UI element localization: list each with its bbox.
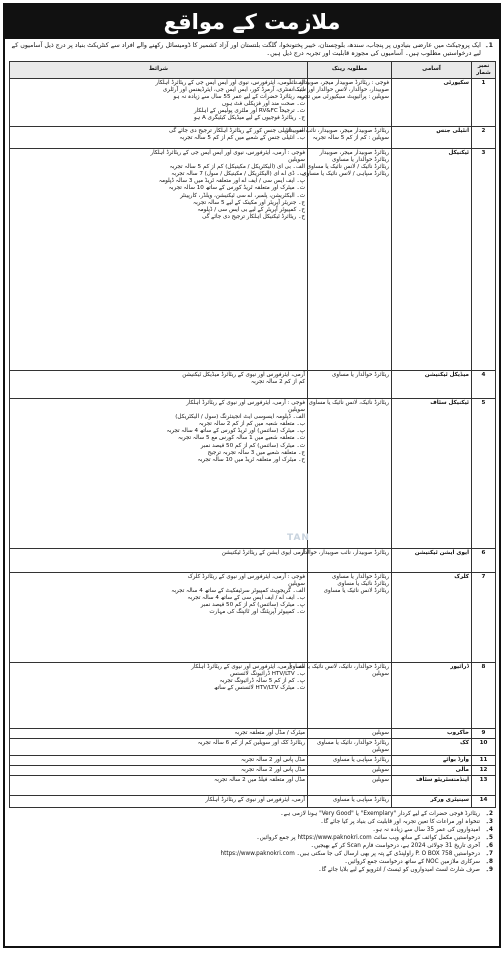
note-item: [11, 835, 493, 843]
grade-cell: [308, 796, 392, 808]
grade-line: ریٹائرڈ حوالدار یا مساوی: [332, 574, 389, 580]
grade-cell: [308, 766, 392, 776]
condition-line: فوجی : آرمی، ایئرفورس، نیوی اور ایس ایس جی کے ریٹائرڈ اہلکار: [150, 150, 305, 156]
conditions-cell: [10, 79, 308, 127]
post-cell: مالی: [392, 766, 472, 776]
notes-section: [5, 808, 499, 874]
post-cell: اینڈمنسٹریٹو سٹاف: [392, 776, 472, 796]
condition-line: فوجی : آرمی، ایئرفورس اور نیوی کے ریٹائرڈ اہلکار: [186, 400, 305, 406]
grade-cell: [308, 371, 392, 399]
grade-line: ریٹائرڈ نائیک، لانس نائیک یا مساوی: [308, 400, 389, 406]
condition-line: ح۔ کمپیوٹر آپریٹر کے لیے بی ایس سی / ڈپلومہ: [197, 206, 305, 213]
note-text: سرکاری ملازمین NOC کے ساتھ درخواست جمع کروائیں۔: [344, 858, 480, 865]
condition-line: آرمی، ایئرفورس اور نیوی کے ریٹائرڈ میڈیکل ٹیکنیشن: [182, 372, 305, 378]
grade-line: سویلین: [372, 777, 389, 784]
condition-line: ت۔ صحت مند اور فزیکلی فٹ ہوں: [221, 101, 305, 108]
condition-line: ب۔ ایف اے / ایف ایس سی کے ساتھ 4 سالہ تجربہ: [187, 595, 305, 602]
conditions-cell: [10, 371, 308, 399]
watermark: TAN: [287, 533, 310, 543]
table-row: [10, 399, 496, 549]
condition-line: ج۔ جنریٹر آپریٹر اور مکینک کے لیے 5 سالہ تجربہ: [192, 199, 305, 206]
post-cell: سکیورٹی: [392, 79, 472, 127]
table-header-row: [10, 61, 496, 78]
grade-line: ریٹائرڈ صوبیدار میجر، صوبیدار، نائب صوبیدار: [285, 128, 389, 134]
grade-cell: [308, 756, 392, 766]
post-cell: وارڈ بوائے: [392, 756, 472, 766]
note-number: 3۔: [485, 819, 493, 826]
grade-line: ریٹائرڈ لانس نائیک یا مساوی: [323, 588, 389, 595]
note-number: 9۔: [485, 866, 493, 873]
note-item: [11, 867, 493, 875]
grade-cell: [308, 399, 392, 549]
condition-line: ث۔ ترجیحاً RV&FC اور ملٹری پولیس کے اہلکار: [193, 108, 305, 115]
header-serial: نمبر شمار: [472, 61, 496, 78]
grade-line: ریٹائرڈ حوالدار یا مساوی: [332, 157, 389, 164]
note-number: 8۔: [485, 858, 493, 865]
table-row: [10, 729, 496, 739]
grade-cell: [308, 776, 392, 796]
jobs-table-body: [10, 79, 496, 808]
condition-line: الف۔ آرمی، ایئرفورس اور نیوی کے ریٹائرڈ اہلکار: [191, 664, 305, 670]
note-text: تنخواہ اور مراعات کا تعین تجربہ اور قابلیت کی بنیاد پر کیا جائے گا۔: [320, 819, 480, 826]
condition-line: مڈل پاس اور 2 سالہ تجربہ: [241, 757, 305, 764]
serial-cell: 10: [472, 739, 496, 756]
serial-cell: 5: [472, 399, 496, 549]
condition-line: الف۔ بی ای (الیکٹریکل / مکینیکل) کم از کم 5 سالہ تجربہ: [169, 164, 305, 171]
grade-line: سویلین: [372, 730, 389, 736]
conditions-cell: [10, 573, 308, 663]
note-number: 7۔: [485, 851, 493, 857]
grade-line: فوجی : ریٹائرڈ صوبیدار میجر، صوبیدار، نائب: [286, 80, 389, 86]
table-row: [10, 127, 496, 149]
condition-line: ریٹائرڈ کک اور سویلین کم از کم 6 سالہ تجربہ: [197, 740, 305, 747]
note-number: 4۔: [485, 827, 493, 834]
serial-cell: 6: [472, 549, 496, 573]
condition-line: آرمی ایوی ایشن کے ریٹائرڈ ٹیکنیشن: [221, 550, 305, 556]
condition-line: ب۔ متعلقہ شعبہ میں کم از کم 2 سالہ تجربہ: [198, 421, 305, 428]
condition-line: ت۔ متعلقہ شعبے میں 1 سالہ کورس مع 5 سالہ تجربہ: [178, 435, 305, 442]
page-title: ملازمت کے مواقع: [5, 5, 499, 39]
serial-cell: 12: [472, 766, 496, 776]
grade-line: سویلین: [372, 747, 389, 754]
post-cell: میڈیکل ٹیکنیشن: [392, 371, 472, 399]
grade-cell: [302, 149, 392, 371]
condition-line: ب۔ HTV/LTV ڈرائیونگ لائسنس: [230, 671, 305, 678]
serial-cell: 2: [472, 127, 496, 149]
grade-line: سویلین: [372, 671, 389, 678]
note-number: 2۔: [485, 811, 493, 818]
conditions-cell: [10, 756, 308, 766]
serial-cell: 14: [472, 796, 496, 808]
conditions-cell: [10, 127, 308, 149]
condition-line: پ۔ میٹرک (سائنس) کم از کم 50 فیصد نمبر: [200, 602, 305, 609]
jobs-table: [9, 61, 496, 809]
post-cell: ٹیکنیکل سٹاف: [392, 399, 472, 549]
table-row: [10, 796, 496, 808]
table-row: [10, 739, 496, 756]
header-conditions: شرائط: [10, 61, 308, 78]
note-text: ریٹائرڈ فوجی حضرات کے لیے کردار "Exemplary" یا "Very Good" ہونا لازمی ہے۔: [280, 811, 480, 818]
note-text: امیدواروں کی عمر 35 سال سے زیادہ نہ ہو۔: [372, 827, 480, 834]
note-text: صرف شارٹ لسٹ امیدواروں کو ٹیسٹ / انٹرویو کے لیے بلایا جائے گا۔: [318, 866, 480, 873]
grade-line: ریٹائرڈ سپاہی یا مساوی: [332, 757, 389, 764]
grade-line: صوبیدار، حوالدار، لانس حوالدار اور نائیک: [294, 87, 389, 94]
condition-line: ت۔ میٹرک اور متعلقہ ٹریڈ کورس کے ساتھ 10 سالہ تجربہ: [168, 185, 305, 192]
conditions-cell: [10, 796, 308, 808]
grade-cell: [286, 79, 392, 127]
condition-line: فوجی : آرمی، ایئرفورس اور نیوی کے ریٹائرڈ کلرک: [187, 574, 305, 580]
grade-line: ریٹائرڈ سپاہی یا مساوی: [332, 797, 389, 804]
post-cell: کلرک: [392, 573, 472, 663]
serial-cell: 3: [472, 149, 496, 371]
condition-line: ج۔ متعلقہ شعبے میں 3 سالہ تجربہ ترجیح: [207, 449, 305, 456]
condition-line: ب۔ انٹیلی جنس کے شعبے میں کم از کم 5 سالہ تجربہ: [179, 135, 305, 142]
post-cell: انٹیلی جنس: [392, 127, 472, 149]
serial-cell: 7: [472, 573, 496, 663]
grade-line: سویلین: [372, 767, 389, 774]
condition-line: پ۔ میٹرک (سائنس) اور ٹریڈ کورس کے ساتھ 4 سالہ تجربہ: [166, 428, 305, 435]
condition-line: میٹرک / مڈل اور متعلقہ تجربہ: [234, 730, 305, 736]
conditions-cell: [10, 776, 308, 796]
note-number: 6۔: [485, 843, 493, 850]
table-row: [10, 573, 496, 663]
intro-paragraph: [5, 39, 499, 61]
table-row: [10, 549, 496, 573]
post-cell: کک: [392, 739, 472, 756]
condition-line: الف۔ ڈپلومہ ایسوسی ایٹ انجینئرنگ (سول / الیکٹریکل): [175, 414, 305, 421]
condition-line: ث۔ میٹرک (سائنس) کم از کم 50 فیصد نمبر: [200, 442, 305, 449]
grade-line: سویلین : پرائیویٹ سیکیورٹی میں تجربہ: [296, 94, 389, 101]
note-text: درخواستیں P. O BOX 758 راولپنڈی کے پتہ پر بھی ارسال کی جا سکتی ہیں۔ https://www.paknokri.com: [220, 851, 480, 857]
grade-cell: [308, 739, 392, 756]
conditions-cell: [10, 663, 308, 729]
conditions-cell: [10, 766, 308, 776]
condition-line: پ۔ کم از کم 5 سالہ ڈرائیونگ تجربہ: [219, 678, 305, 685]
condition-line: کم از کم 2 سالہ تجربہ: [251, 379, 305, 386]
condition-line: ث۔ الیکٹریشن، پلمبر، اے سی ٹیکنیشن، ویلڈر، کارپینٹر: [180, 192, 305, 199]
table-row: [10, 149, 496, 371]
note-text: درخواستیں مکمل کوائف کے ساتھ ویب سائٹ https://www.paknokri.com پر جمع کروائیں۔: [256, 835, 480, 842]
table-row: [10, 371, 496, 399]
condition-line: ب۔ ڈی اے ای (الیکٹریکل / مکینیکل / سول) 7 سالہ تجربہ: [171, 171, 305, 178]
grade-line: ریٹائرڈ حوالدار، نائیک یا مساوی: [316, 740, 389, 747]
condition-line: ت۔ میٹرک HTV/LTV لائسنس کے ساتھ: [214, 685, 305, 692]
intro-number: 1۔: [484, 42, 493, 49]
serial-cell: 1: [472, 79, 496, 127]
grade-line: ریٹائرڈ سپاہی / لانس نائیک یا مساوی: [302, 171, 389, 178]
grade-line: ریٹائرڈ صوبیدار میجر، صوبیدار: [319, 150, 389, 156]
condition-line: الف۔ آرمی، ایئرفورس، نیوی اور ایس ایس جی کے ریٹائرڈ اہلکار: [155, 80, 305, 86]
post-cell: ٹیکنیکل: [392, 149, 472, 371]
header-post: آسامی: [392, 61, 472, 78]
condition-line: مڈل اور متعلقہ فیلڈ میں 2 سالہ تجربہ: [214, 777, 305, 784]
conditions-cell: [10, 739, 308, 756]
post-cell: سینیٹری ورکر: [392, 796, 472, 808]
intro-text: ایک پروجیکٹ میں عارضی بنیادوں پر پنجاب، سندھ، بلوچستان، خیبر پختونخوا، گلگت بلتستان اور آزاد کشمیر کا ڈومیسائل رکھنے والے افراد سے کنٹریکٹ بنیاد پر درج ذیل آسامیوں کے لیے درخواستیں مطلوب ہیں۔ آسامیوں کی مجوزہ قابلیت اور تجربہ درج ذیل ہیں۔: [11, 42, 481, 58]
advertisement-page: [3, 3, 501, 948]
serial-cell: 13: [472, 776, 496, 796]
serial-cell: 9: [472, 729, 496, 739]
note-item: [11, 851, 493, 859]
post-cell: ڈرائیور: [392, 663, 472, 729]
note-item: [11, 843, 493, 851]
condition-line: پ۔ ایف ایس سی / ایف اے اور متعلقہ ٹریڈ میں 3 سالہ ڈپلومہ: [158, 178, 305, 185]
serial-cell: 4: [472, 371, 496, 399]
note-text: آخری تاریخ 31 جولائی 2024 ہے، درخواست فارم Scan کر کے بھیجیں۔: [310, 843, 480, 850]
grade-line: ریٹائرڈ نائیک یا مساوی: [337, 581, 389, 588]
grade-cell: [308, 573, 392, 663]
post-cell: خاکروب: [392, 729, 472, 739]
grade-line: ریٹائرڈ نائیک / لانس نائیک یا مساوی: [306, 164, 389, 171]
conditions-cell: [10, 729, 308, 739]
note-item: [11, 859, 493, 867]
grade-cell: [308, 729, 392, 739]
serial-cell: 8: [472, 663, 496, 729]
table-row: [10, 776, 496, 796]
condition-line: ت۔ کمپیوٹر آپریٹنگ اور ٹائپنگ کی مہارت: [209, 609, 305, 616]
table-row: [10, 766, 496, 776]
conditions-cell: [10, 399, 308, 549]
note-number: 5۔: [485, 835, 493, 842]
condition-line: سویلین: [288, 157, 305, 164]
condition-line: ح۔ میٹرک اور متعلقہ ٹریڈ میں 10 سالہ تجربہ: [197, 456, 305, 463]
grade-line: سویلین : کم از کم 5 سالہ تجربہ: [312, 135, 389, 142]
conditions-cell: [10, 549, 308, 573]
grade-line: ریٹائرڈ صوبیدار، نائب صوبیدار، حوالدار: [300, 550, 389, 556]
grade-cell: [288, 663, 392, 729]
condition-line: خ۔ ریٹائرڈ ٹیکنیکل اہلکار ترجیح دی جائے گی: [202, 213, 305, 220]
condition-line: الف۔ گریجویٹ کمپیوٹر سرٹیفکیٹ کے ساتھ 4 سالہ تجربہ: [171, 588, 305, 595]
grade-line: ریٹائرڈ حوالدار، نائیک، لانس نائیک یا مساوی: [288, 664, 389, 670]
table-row: [10, 79, 496, 127]
condition-line: الف۔ انٹیلی جنس کور کے ریٹائرڈ اہلکار ترجیح دی جائے گی: [168, 128, 305, 134]
header-grade: مطلوبہ رینک: [308, 61, 392, 78]
post-cell: ایوی ایشن ٹیکنیشن: [392, 549, 472, 573]
condition-line: سویلین: [288, 581, 305, 588]
conditions-cell: [10, 149, 308, 371]
table-row: [10, 663, 496, 729]
condition-line: ب۔ انفنٹری، آرمرڈ کور، ایس ایس جی، ایئرڈیفنس اور آرٹلری: [162, 87, 305, 94]
grade-line: ریٹائرڈ حوالدار یا مساوی: [332, 372, 389, 378]
condition-line: مڈل پاس اور 2 سالہ تجربہ: [241, 767, 305, 774]
grade-cell: [300, 549, 392, 573]
condition-line: پ۔ ریٹائرڈ حضرات کے لیے عمر 55 سال سے زیادہ نہ ہو: [173, 94, 305, 101]
table-row: [10, 756, 496, 766]
condition-line: سویلین: [288, 407, 305, 414]
condition-line: ج۔ ریٹائرڈ فوجیوں کے لیے میڈیکل کیٹیگری A ہو: [193, 115, 305, 122]
grade-cell: [285, 127, 392, 149]
condition-line: آرمی، ایئرفورس اور نیوی کے ریٹائرڈ اہلکار: [205, 797, 305, 804]
note-item: [11, 827, 493, 835]
serial-cell: 11: [472, 756, 496, 766]
